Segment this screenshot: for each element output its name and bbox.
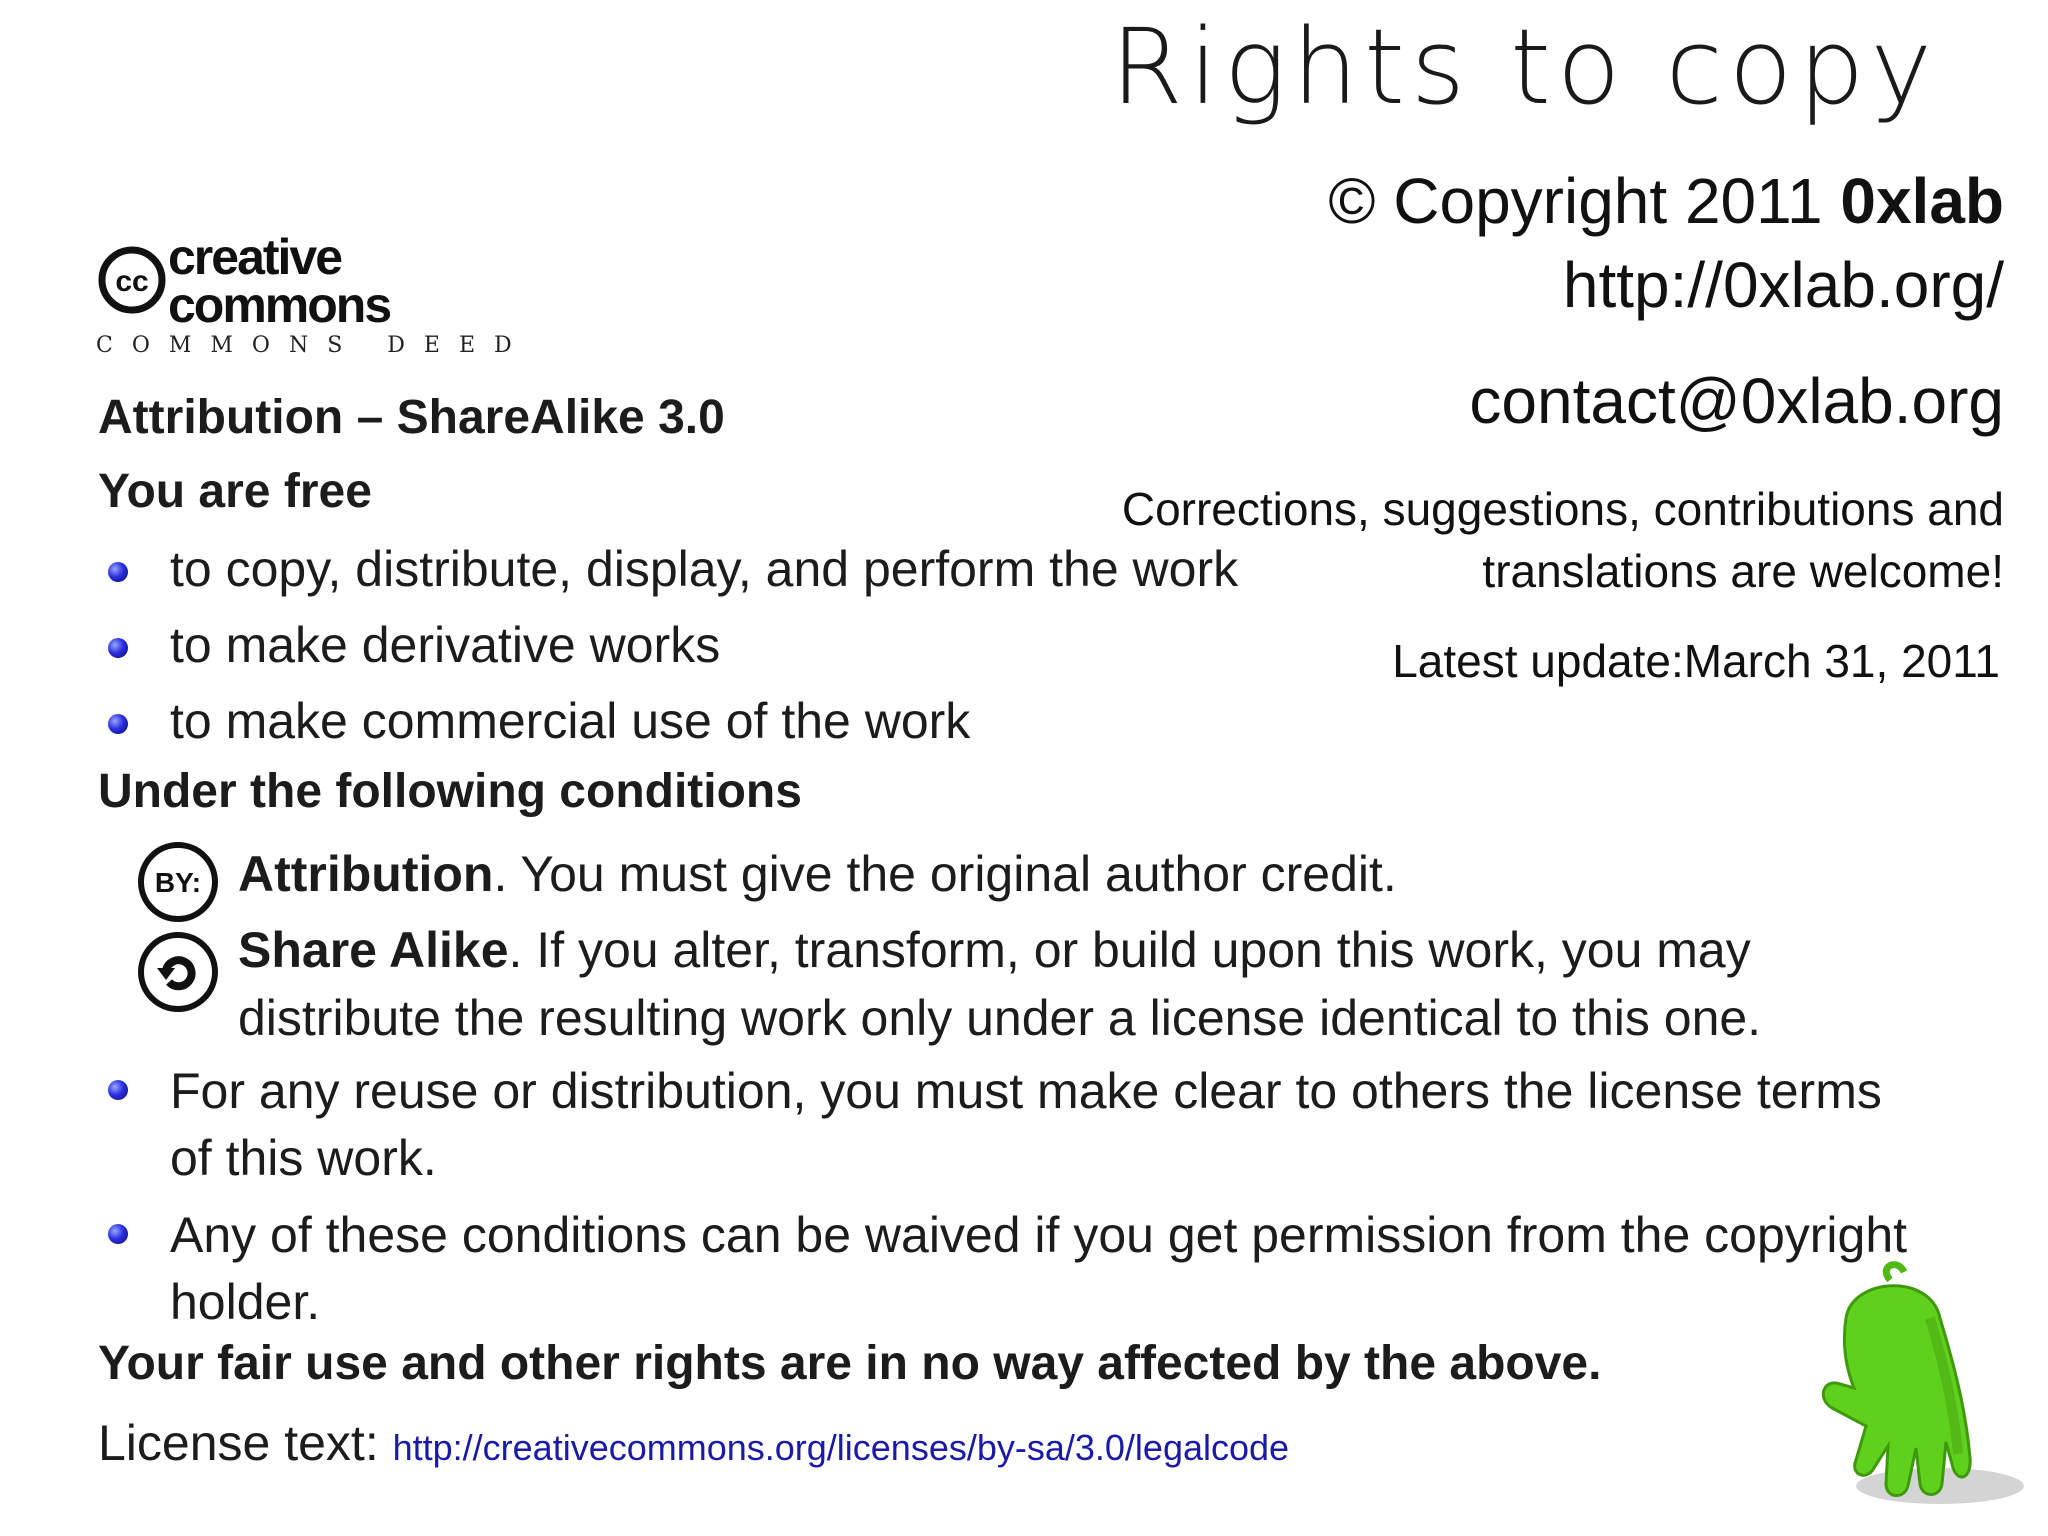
share-alike-condition [238,916,1761,1052]
conditions-heading: Under the following conditions [98,765,802,818]
freedom-item: to copy, distribute, display, and perform the work [170,541,1239,597]
waiver-line-2: holder. [170,1274,321,1330]
website-url[interactable]: http://0xlab.org/ [1562,249,2004,321]
contact-email[interactable]: contact@0xlab.org [1469,365,2004,437]
reuse-line-2: of this work. [170,1130,437,1186]
freedom-item: to make commercial use of the work [170,693,971,749]
bullet-icon [108,1224,128,1244]
bullet-icon [108,1080,128,1100]
bullet-icon [108,638,128,658]
fair-use-statement: Your fair use and other rights are in no way affected by the above. [98,1337,1602,1390]
latest-update: Latest update:March 31, 2011 [1392,635,2000,687]
green-mascot-image [1770,1258,2030,1518]
license-text-label: License text: [98,1415,393,1471]
reuse-notice [170,1058,1882,1192]
welcome-line-2: translations are welcome! [1482,545,2004,597]
waiver-line-1: Any of these conditions can be waived if you get permission from the copyright [170,1207,1908,1263]
copyright-owner: 0xlab [1840,165,2004,237]
attribution-by-icon [136,840,220,924]
by-badge-text: BY: [154,867,202,898]
attribution-bold: Attribution [238,846,494,902]
copyright-line [1328,164,2004,238]
cc-letters: cc [115,265,149,298]
bullet-icon [108,714,128,734]
freedom-item: to make derivative works [170,617,721,673]
license-url-link[interactable]: http://creativecommons.org/licenses/by-sa/3.0/legalcode [392,1427,1290,1468]
reuse-line-1: For any reuse or distribution, you must make clear to others the license terms [170,1063,1882,1119]
free-heading: You are free [98,465,372,518]
copyright-text: Copyright 2011 [1393,165,1823,237]
share-alike-rest-1: . If you alter, transform, or build upon this work, you may [508,922,1751,978]
page-title: Rights to copy [1110,6,1938,128]
waiver-notice [170,1202,1907,1336]
commons-deed-label: COMMONS DEED [96,333,531,358]
bullet-icon [108,562,128,582]
attribution-condition [238,840,1397,908]
share-alike-icon [136,930,220,1014]
cc-circle-icon [102,250,162,310]
attribution-rest: . You must give the original author credit. [493,846,1397,902]
license-name: Attribution – ShareAlike 3.0 [98,391,725,444]
share-alike-bold: Share Alike [238,922,509,978]
welcome-note [1122,478,2004,602]
share-alike-rest-2: distribute the resulting work only under a license identical to this one. [238,990,1762,1046]
welcome-line-1: Corrections, suggestions, contributions and [1121,483,2004,535]
logo-creative: creative [168,230,342,285]
license-text-line [98,1414,1289,1472]
copyright-symbol: © [1328,165,1376,237]
logo-commons: commons [168,277,391,333]
